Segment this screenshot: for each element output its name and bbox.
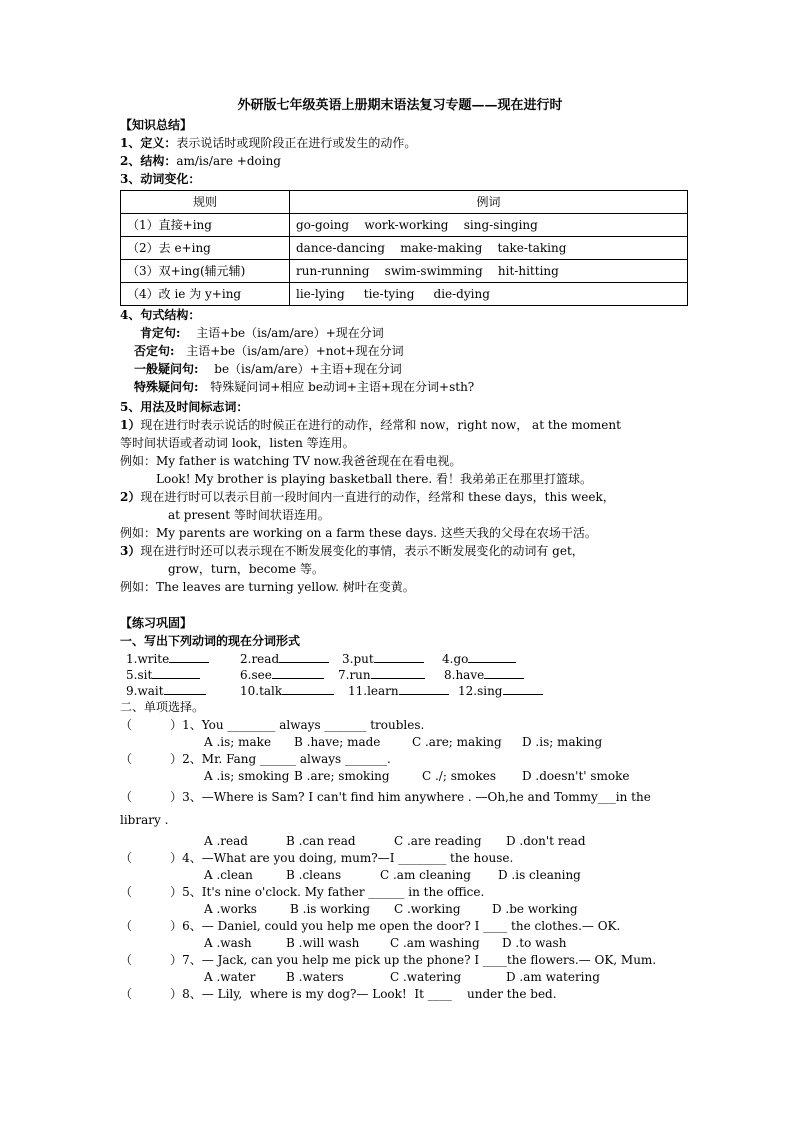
usage-point: [120, 542, 680, 560]
question-options: A .is; smoking B .are; smoking C ./; smokes D .doesn't' smoke: [204, 769, 630, 783]
question-stem: （ ）5、It's nine o'clock. My father ______ in the office.: [120, 885, 485, 899]
word-item: 10.talk: [240, 682, 348, 700]
word-item: 12.sing: [458, 682, 543, 700]
structure-line: [120, 152, 680, 170]
usage-example: 例如：My parents are working on a farm these days. 这些天我的父母在农场干活。: [120, 526, 597, 540]
table-cell-examples: lie-lying tie-tying die-dying: [290, 283, 688, 306]
sentence-special-question: [120, 378, 680, 396]
question-options: A .clean B .cleans C .am cleaning D .is cleaning: [204, 868, 581, 882]
sentence-type-formula: 主语+be（is/am/are）+not+现在分词: [186, 344, 404, 358]
table-cell-rule: （2）去 e+ing: [121, 237, 290, 260]
usage-example: Look! My brother is playing basketball there. 看！我弟弟正在那里打篮球。: [156, 472, 593, 486]
usage-point: [120, 416, 680, 434]
table-header-rule: 规则: [121, 191, 290, 214]
usage-example: 例如：My father is watching TV now.我爸爸现在在看电视。: [120, 454, 462, 468]
usage-example: 例如：The leaves are turning yellow. 树叶在变黄。: [120, 580, 415, 594]
word-row: [120, 682, 680, 698]
verb-change-label: 3、动词变化：: [120, 172, 201, 186]
usage-text-cont: at present 等时间状语连用。: [168, 508, 330, 522]
table-cell-examples: dance-dancing make-making take-taking: [290, 237, 688, 260]
question-options: A .water B .waters C .watering D .am watering: [204, 970, 600, 984]
question-stem: （ ）7、— Jack, can you help me pick up the phone? I ____the flowers.— OK, Mum.: [120, 953, 657, 967]
sentence-structure-label: 4、句式结构：: [120, 308, 201, 322]
sentence-type-label: 特殊疑问句:: [134, 380, 199, 394]
sentence-type-label: 否定句:: [134, 344, 175, 358]
usage-num: 1）: [120, 418, 141, 432]
table-cell-examples: run-running swim-swimming hit-hitting: [290, 260, 688, 283]
part2-label: 二、单项选择。: [120, 700, 205, 714]
question-stem: （ ）8、— Lily, where is my dog?— Look! It ____ under the bed.: [120, 987, 557, 1001]
sentence-type-formula: be（is/am/are）+主语+现在分词: [214, 362, 402, 376]
usage-text-cont: grow，turn，become 等。: [168, 562, 324, 576]
question-options: A .works B .is working C .working D .be working: [204, 902, 578, 916]
usage-point: [120, 488, 680, 506]
table-cell-rule: （1）直接+ing: [121, 214, 290, 237]
part1-label: 一、写出下列动词的现在分词形式: [120, 634, 301, 648]
question-stem: （ ）4、—What are you doing, mum?—I ________ the house.: [120, 851, 514, 865]
usage-num: 2）: [120, 490, 141, 504]
usage-text: 现在进行时可以表示目前一段时间内一直进行的动作，经常和 these days，this week，: [140, 490, 615, 504]
definition-line: [120, 134, 680, 152]
sentence-general-question: [120, 360, 680, 378]
word-item: 8.have: [444, 666, 524, 684]
table-row: [121, 214, 688, 237]
question-options: A .read B .can read C .are reading D .don't read: [204, 834, 586, 848]
page-title: 外研版七年级英语上册期末语法复习专题——现在进行时: [237, 98, 563, 113]
word-item: 5.sit: [126, 666, 240, 684]
usage-text: 现在进行时还可以表示现在不断发展变化的事情，表示不断发展变化的动词有 get，: [140, 544, 584, 558]
word-item: 1.write: [126, 650, 240, 668]
document-page: [120, 96, 680, 1002]
sentence-type-label: 肯定句:: [140, 326, 181, 340]
verb-rules-table: [120, 190, 688, 306]
summary-heading: 【知识总结】: [120, 118, 193, 132]
question-options: A .is; make B .have; made C .are; making D .is; making: [204, 735, 603, 749]
question-stem: （ ）6、— Daniel, could you help me open the door? I ____ the clothes.— OK.: [120, 919, 621, 933]
question-stem-cont: library .: [120, 813, 169, 827]
usage-text: 现在进行时表示说话的时候正在进行的动作，经常和 now，right now， at the moment: [140, 418, 621, 432]
word-item: 7.run: [338, 666, 444, 684]
question-options: A .wash B .will wash C .am washing D .to wash: [204, 936, 567, 950]
sentence-type-label: 一般疑问句:: [134, 362, 199, 376]
table-header-examples: 例词: [290, 191, 688, 214]
table-row: [121, 237, 688, 260]
table-row: [121, 260, 688, 283]
sentence-type-formula: 主语+be（is/am/are）+现在分词: [196, 326, 384, 340]
structure-label: 2、结构：: [120, 154, 177, 168]
word-item: 2.read: [240, 650, 342, 668]
question-stem: （ ）1、You ________ always _______ troubles.: [120, 718, 425, 732]
question-stem: （ ）3、—Where is Sam? I can't find him anywhere . —Oh,he and Tommy___in the: [120, 790, 651, 804]
usage-num: 3）: [120, 544, 141, 558]
table-cell-examples: go-going work-working sing-singing: [290, 214, 688, 237]
question-stem: （ ）2、Mr. Fang ______ always _______.: [120, 752, 391, 766]
sentence-affirmative: [120, 324, 680, 342]
structure-text: am/is/are +doing: [176, 154, 281, 168]
sentence-type-formula: 特殊疑问词+相应 be动词+主语+现在分词+sth?: [210, 380, 475, 394]
word-row: [120, 666, 680, 682]
definition-text: 表示说话时或现阶段正在进行或发生的动作。: [176, 136, 417, 150]
usage-label: 5、用法及时间标志词：: [120, 400, 249, 414]
usage-text-cont: 等时间状语或者动词 look，listen 等连用。: [120, 436, 355, 450]
word-item: 11.learn: [348, 682, 458, 700]
word-item: 3.put: [342, 650, 442, 668]
word-item: 9.wait: [126, 682, 240, 700]
table-header-row: [121, 191, 688, 214]
table-cell-rule: （4）改 ie 为 y+ing: [121, 283, 290, 306]
word-item: 6.see: [240, 666, 338, 684]
definition-label: 1、定义：: [120, 136, 177, 150]
word-item: 4.go: [442, 650, 516, 668]
word-row: [120, 650, 680, 666]
table-cell-rule: （3）双+ing(辅元辅): [121, 260, 290, 283]
table-row: [121, 283, 688, 306]
sentence-negative: [120, 342, 680, 360]
practice-heading: 【练习巩固】: [120, 616, 193, 630]
